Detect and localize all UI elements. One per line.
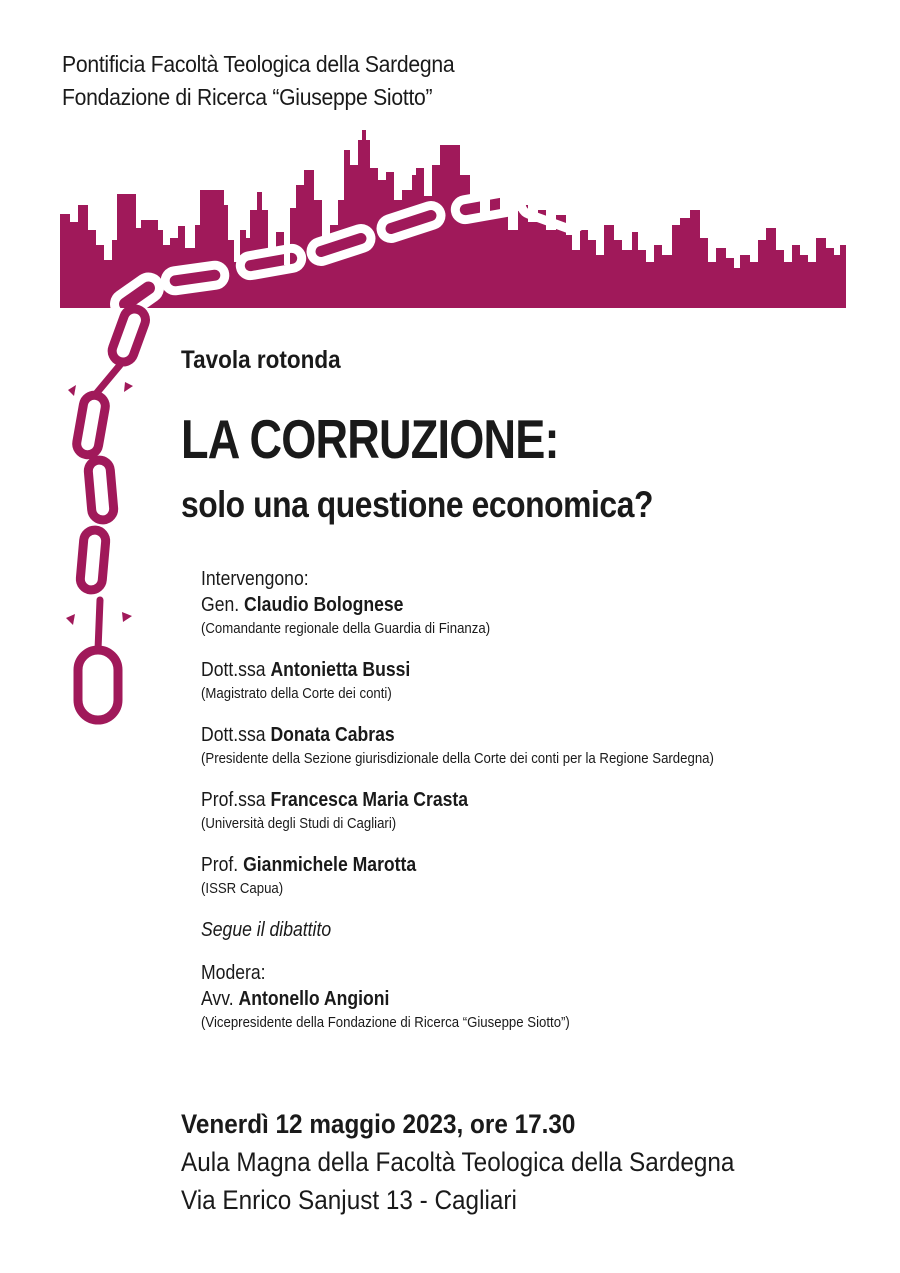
speaker-role: (ISSR Capua) [201, 880, 284, 897]
speaker-name: Donata Cabras [270, 724, 395, 746]
organizer-foundation: Fondazione di Ricerca “Giuseppe Siotto” [62, 84, 433, 110]
speaker-entry [201, 852, 747, 900]
event-subtitle: solo una questione economica? [181, 484, 653, 525]
speaker-name-line [201, 852, 747, 878]
speaker-name-line [201, 657, 747, 683]
speaker-name: Claudio Bolognese [244, 594, 404, 616]
moderator-role: (Vicepresidente della Fondazione di Ricerca “Giuseppe Siotto”) [201, 1014, 570, 1031]
event-details [181, 1105, 734, 1219]
speakers-intro: Intervengono: [201, 568, 309, 590]
event-venue: Aula Magna della Facoltà Teologica della Sardegna [181, 1147, 735, 1177]
speaker-role: (Presidente della Sezione giurisdizionale della Corte dei conti per la Regione Sardegna) [201, 750, 714, 767]
event-title: LA CORRUZIONE: [181, 408, 559, 470]
city-skyline-icon [60, 130, 846, 308]
speaker-name-line [201, 787, 747, 813]
speaker-name: Francesca Maria Crasta [270, 789, 469, 811]
debate-note: Segue il dibattito [201, 919, 332, 941]
speaker-name: Antonietta Bussi [270, 659, 411, 681]
event-address: Via Enrico Sanjust 13 - Cagliari [181, 1185, 517, 1215]
speakers-list [201, 566, 747, 1051]
speaker-entry [201, 722, 747, 770]
moderator-name: Antonello Angioni [238, 988, 390, 1010]
speaker-role: (Comandante regionale della Guardia di Finanza) [201, 620, 491, 637]
speaker-entry [201, 592, 747, 640]
organizer-faculty: Pontificia Facoltà Teologica della Sardegna [62, 51, 455, 77]
event-date: Venerdì 12 maggio 2023, ore 17.30 [181, 1109, 576, 1139]
event-type: Tavola rotonda [181, 346, 341, 374]
speaker-title: Dott.ssa [201, 659, 266, 681]
moderator-entry [201, 960, 747, 1034]
speaker-name-line [201, 592, 747, 618]
speaker-entry [201, 787, 747, 835]
speaker-title: Dott.ssa [201, 724, 266, 746]
speaker-name-line [201, 722, 747, 748]
moderator-title: Avv. [201, 988, 234, 1010]
speaker-title: Prof.ssa [201, 789, 266, 811]
speaker-name: Gianmichele Marotta [243, 854, 417, 876]
speaker-title: Prof. [201, 854, 239, 876]
organizers-header [62, 48, 454, 114]
speaker-role: (Università degli Studi di Cagliari) [201, 815, 397, 832]
moderator-label: Modera: [201, 962, 266, 984]
speaker-entry [201, 657, 747, 705]
speaker-title: Gen. [201, 594, 240, 616]
speaker-role: (Magistrato della Corte dei conti) [201, 685, 392, 702]
moderator-name-line [201, 986, 747, 1012]
